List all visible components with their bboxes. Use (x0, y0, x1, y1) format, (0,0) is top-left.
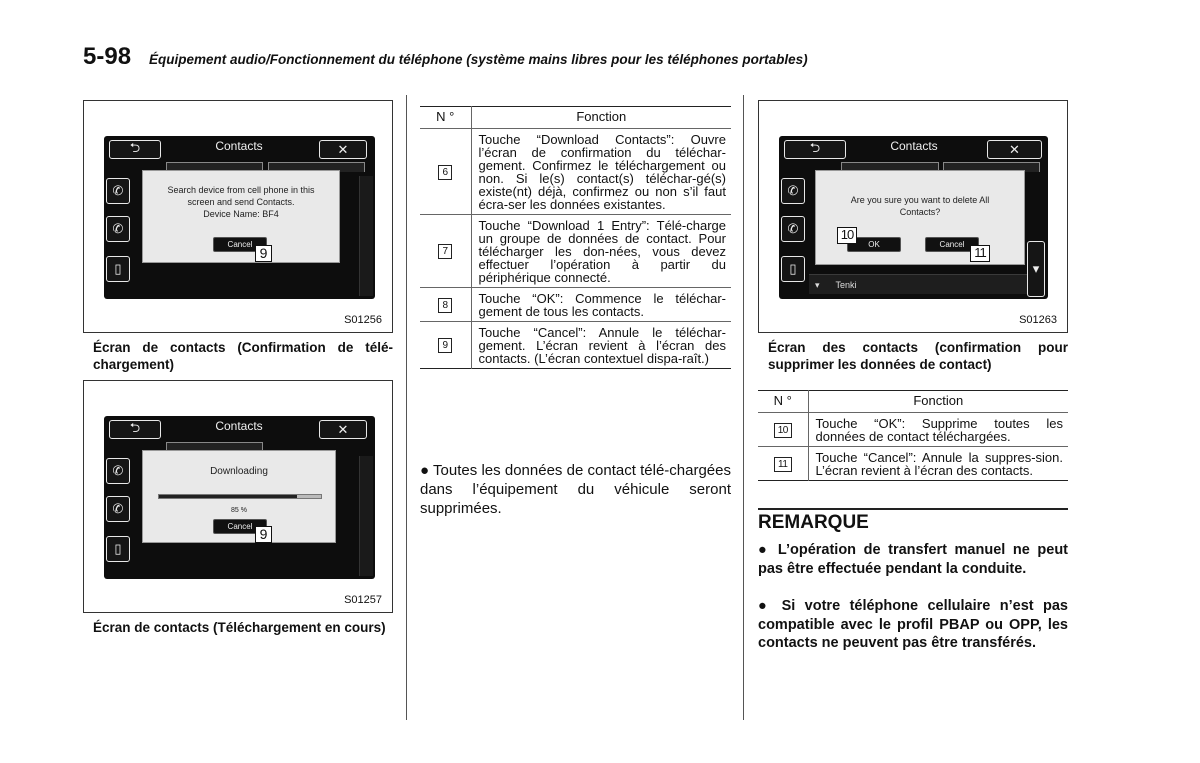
back-arrow-icon: ⮌ (809, 139, 821, 155)
row-description: Touche “Download 1 Entry”: Télé-charge un groupe de données de contact. Pour télécharger les don-nées, vous devez effectuer l’opération à partir du périphérique connecté. (471, 215, 731, 288)
row-number: 11 (774, 457, 792, 472)
contacts-screen (779, 136, 1048, 299)
close-icon: ✕ (337, 421, 349, 437)
device-button[interactable] (781, 256, 805, 282)
remark-title: REMARQUE (758, 512, 869, 533)
back-arrow-icon: ⮌ (129, 139, 141, 155)
progress-percent: 85 % (231, 507, 247, 514)
row-description: Touche “Download Contacts”: Ouvre l’écran de confirmation du téléchar-gement. Confirmez le téléchargement ou non. Si le(s) contact(s) téléchar-gé(s) existe(nt) déjà, confirmez ou non s’il faut écra-ser les données existantes. (471, 129, 731, 215)
cancel-button[interactable]: Cancel (213, 237, 267, 252)
row-number: 8 (438, 298, 452, 313)
figure-caption: Écran des contacts (confirmation pour supprimer les données de contact) (768, 340, 1068, 372)
phone-button[interactable] (106, 496, 130, 522)
function-table (758, 390, 1068, 481)
device-button[interactable] (106, 256, 130, 282)
list-item[interactable] (809, 274, 1031, 294)
scrollbar[interactable] (359, 456, 373, 576)
column-header-no: N ° (420, 107, 471, 129)
close-button[interactable] (987, 140, 1042, 159)
device-icon: ▯ (114, 541, 122, 556)
list-item-label: Tenki (835, 280, 857, 290)
contacts-screen (104, 136, 375, 299)
table-row (420, 288, 731, 322)
table-row (758, 447, 1068, 481)
scroll-down-button[interactable] (1027, 241, 1045, 297)
back-button[interactable] (109, 140, 161, 159)
phone-button[interactable] (781, 178, 805, 204)
phone-icon: ✆ (112, 463, 124, 478)
column-divider (406, 95, 407, 720)
figure-download-confirmation (83, 100, 393, 333)
device-icon: ▯ (114, 261, 122, 276)
figure-code: S01257 (344, 594, 382, 606)
dialog-line: Device Name: BF4 (203, 209, 279, 219)
table-row (420, 129, 731, 215)
ok-button[interactable]: OK (847, 237, 901, 252)
phone-icon: ✆ (112, 183, 124, 198)
back-button[interactable] (109, 420, 161, 439)
page-header-title: Équipement audio/Fonctionnement du téléphone (système mains libres pour les téléphones portables) (149, 52, 808, 67)
page-header (83, 40, 1068, 70)
figure-downloading (83, 380, 393, 613)
progress-bar (158, 494, 322, 499)
device-icon: ▯ (789, 261, 797, 276)
row-number: 10 (774, 423, 792, 438)
phone-button[interactable] (106, 216, 130, 242)
remark-item: ● Si votre téléphone cellulaire n’est pas compatible avec le profil PBAP ou OPP, les contacts ne peuvent pas être transférés. (758, 598, 1068, 651)
phone-button[interactable] (106, 178, 130, 204)
close-icon: ✕ (337, 141, 349, 157)
phone-icon: ✆ (787, 221, 799, 236)
screen-title: Contacts (215, 139, 263, 153)
row-number: 9 (438, 338, 452, 353)
page-number: 5-98 (83, 43, 132, 70)
figure-delete-confirmation (758, 100, 1068, 333)
column-divider (743, 95, 744, 720)
table-row (420, 322, 731, 369)
cancel-button[interactable]: Cancel (213, 519, 267, 534)
back-button[interactable] (784, 140, 846, 159)
chevron-down-icon: ▾ (1032, 261, 1040, 276)
callout-11: 11 (970, 245, 990, 262)
downloading-dialog (142, 450, 336, 543)
callout-10: 10 (837, 227, 857, 244)
phone-icon: ✆ (112, 221, 124, 236)
figure-code: S01256 (344, 314, 382, 326)
phone-button[interactable] (781, 216, 805, 242)
column-header-function: Fonction (471, 107, 731, 129)
figure-caption: Écran de contacts (Téléchargement en cours) (93, 620, 386, 635)
dialog-line: Search device from cell phone in this (167, 185, 315, 195)
remark-rule (758, 508, 1068, 510)
bullet-note: ● Toutes les données de contact télé-chargées dans l’équipement du véhicule seront supprimées. (420, 462, 731, 517)
function-table (420, 106, 731, 369)
dialog-line: screen and send Contacts. (187, 197, 295, 207)
figure-caption: Écran de contacts (Confirmation de télé-chargement) (93, 340, 393, 372)
dialog-title: Downloading (210, 466, 268, 477)
column-header-function: Fonction (808, 391, 1068, 413)
callout-9: 9 (255, 245, 272, 262)
table-header-row (758, 391, 1068, 413)
chevron-down-icon: ▾ (815, 280, 820, 290)
close-button[interactable] (319, 420, 367, 439)
close-icon: ✕ (1009, 141, 1020, 157)
row-description: Touche “Cancel”: Annule la suppres-sion. L’écran revient à l’écran des contacts. (815, 450, 1063, 478)
contacts-screen (104, 416, 375, 579)
callout-9: 9 (255, 526, 272, 543)
confirmation-dialog (142, 170, 340, 263)
delete-dialog (815, 170, 1025, 265)
phone-button[interactable] (106, 458, 130, 484)
row-description: Touche “OK”: Supprime toutes les données de contact téléchargées. (808, 413, 1068, 447)
dialog-line: Contacts? (899, 207, 941, 217)
remark-item: ● L’opération de transfert manuel ne peut pas être effectuée pendant la conduite. (758, 542, 1068, 577)
close-button[interactable] (319, 140, 367, 159)
row-description: Touche “Cancel”: Annule le téléchar-gement. L’écran revient à l’écran des contacts. (L’écran contextuel dispa-raît.) (478, 325, 726, 366)
screen-title: Contacts (890, 139, 938, 153)
row-description: Touche “OK”: Commence le téléchar-gement de tous les contacts. (471, 288, 731, 322)
progress-fill (159, 495, 297, 498)
device-button[interactable] (106, 536, 130, 562)
table-row (758, 413, 1068, 447)
table-header-row (420, 107, 731, 129)
cancel-button[interactable]: Cancel (925, 237, 979, 252)
table-row (420, 215, 731, 288)
phone-icon: ✆ (112, 501, 124, 516)
screen-title: Contacts (215, 419, 263, 433)
scrollbar[interactable] (359, 176, 373, 296)
phone-icon: ✆ (787, 183, 799, 198)
column-header-no: N ° (758, 391, 808, 413)
row-number: 7 (438, 244, 452, 259)
dialog-line: Are you sure you want to delete All (850, 195, 990, 205)
row-number: 6 (438, 165, 452, 180)
back-arrow-icon: ⮌ (129, 419, 141, 435)
figure-code: S01263 (1019, 314, 1057, 326)
